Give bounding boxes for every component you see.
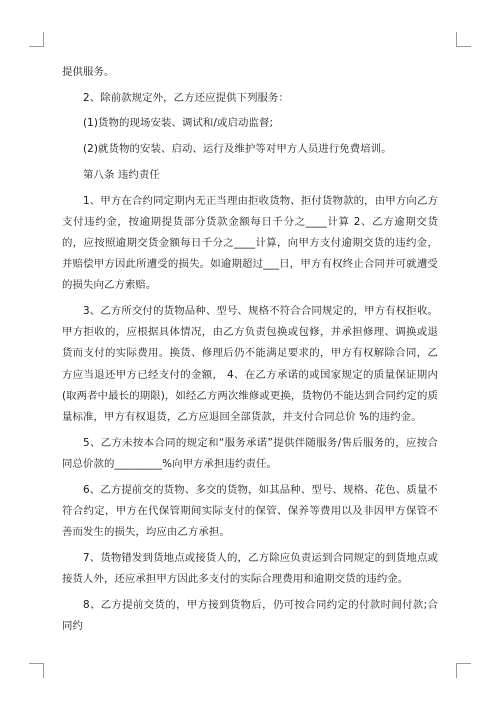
paragraph-clause-2: 2、除前款规定外，乙方还应提供下列服务：: [83, 91, 290, 104]
page-corner-mark-bottom-left: [29, 663, 44, 678]
page-corner-mark-top-right: [456, 32, 471, 47]
paragraph-penalty-6: 6、乙方提前交的货物、多交的货物，如其品种、型号、规格、花色、质量不符合约定，甲方在代保管期间实际支付的保管、保养等费用以及非因甲方保管不善而发生的损失，均应由乙方承担。: [62, 483, 438, 539]
paragraph-item-2: (2)就货物的安装、启动、运行及维护等对甲方人员进行免费培训。: [83, 143, 392, 156]
section-heading-article-8: 第八条 违约责任: [83, 168, 160, 181]
paragraph-penalty-3-4: 3、乙方所交付的货物品种、型号、规格不符合合同规定的，甲方有权拒收。甲方拒收的，应根据具体情况，由乙方负责包换或包修，并承担修理、调换或退货而支付的实际费用。换货、修理后仍不能满足要求的，甲方有权解除合同，乙方应当退还甲方已经支付的金额， 4、在乙方承诺的或国家规定的质量保证期内(取两者中最长的期限)，如经乙方两次维修或更换，货物仍不能达到合同约定的质量标准，甲方有权退货，乙方应退回全部货款，并支付合同总价 %的违约金。: [62, 305, 438, 424]
page-corner-mark-top-left: [29, 32, 44, 47]
document-body: [62, 62, 438, 642]
paragraph-penalty-8: 8、乙方提前交货的，甲方接到货物后，仍可按合同约定的付款时间付款;合同约: [62, 598, 438, 632]
paragraph-service-end: 提供服务。: [62, 66, 115, 78]
paragraph-penalty-7: 7、货物错发到货地点或接货人的，乙方除应负责运到合同规定的到货地点或接货人外，还应承担甲方因此多支付的实际合理费用和逾期交货的违约金。: [62, 551, 438, 585]
page-corner-mark-bottom-right: [456, 663, 471, 678]
paragraph-penalty-1-2: 1、甲方在合约同定期内无正当理由拒收货物、拒付货物款的，由甲方向乙方支付违约金，按逾期提货部分货款金额每日千分之____计算 2、乙方逾期交货的，应按照逾期交货金额每日千分之____计算，向甲方支付逾期交货的违约金，并赔偿甲方因此所遭受的损失。如逾期超过___日，甲方有权终止合同并可就遭受的损失向乙方索赔。: [62, 194, 438, 292]
paragraph-penalty-5: 5、乙方未按本合同的规定和“服务承诺”提供伴随服务/售后服务的，应按合同总价款的_________%向甲方承担违约责任。: [62, 436, 438, 470]
paragraph-item-1: (1)货物的现场安装、调试和/或启动监督;: [83, 117, 274, 130]
